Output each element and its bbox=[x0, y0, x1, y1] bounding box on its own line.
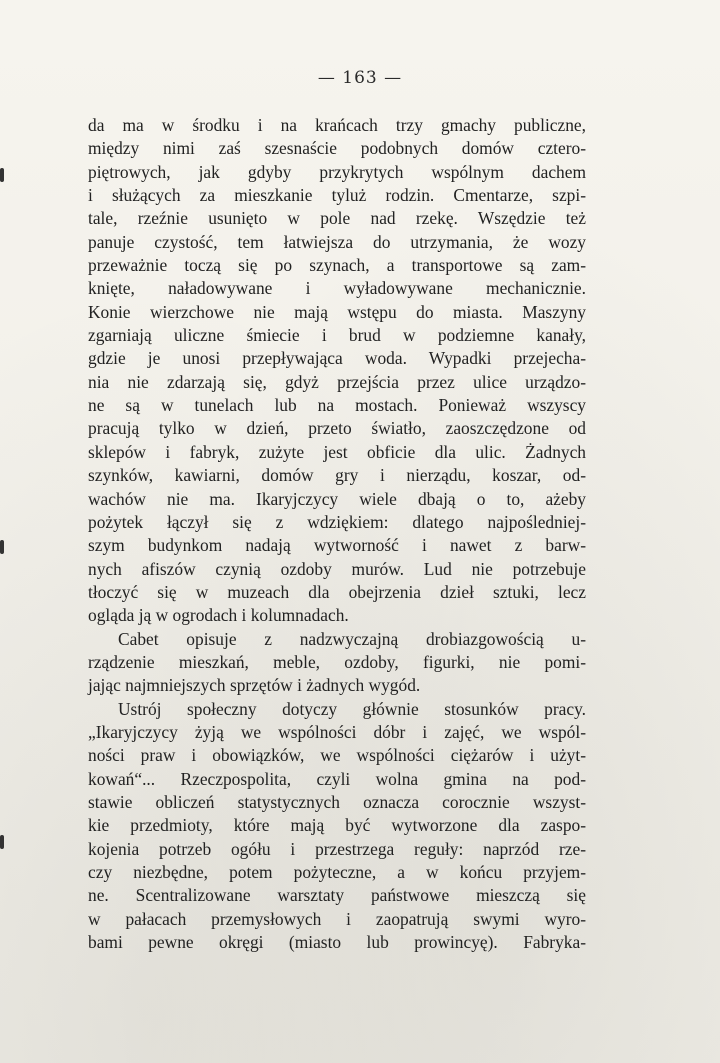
page-number: — 163 — bbox=[317, 68, 403, 88]
text-line: da ma w środku i na krańcach trzy gmachy publiczne, bbox=[88, 115, 586, 135]
text-line: panuje czystość, tem łatwiejsza do utrzymania, że wozy bbox=[88, 231, 586, 252]
margin-binding-mark bbox=[0, 835, 4, 849]
text-line: i służących za mieszkanie tyluż rodzin. Cmentarze, szpi- bbox=[88, 185, 586, 206]
text-line: knięte, naładowywane i wyładowywane mechanicznie. bbox=[88, 278, 586, 299]
text-line: piętrowych, jak gdyby przykrytych wspólnym dachem bbox=[88, 161, 586, 182]
text-line: przeważnie toczą się po szynach, a transportowe są zam- bbox=[88, 255, 586, 276]
margin-binding-mark bbox=[0, 540, 4, 554]
text-line: szym budynkom nadają wytworność i nawet z barw- bbox=[88, 535, 586, 556]
text-line: ne są w tunelach lub na mostach. Ponieważ wszyscy bbox=[88, 395, 586, 416]
text-line: nych afiszów czynią ozdoby murów. Lud nie potrzebuje bbox=[88, 558, 586, 579]
text-line: nia nie zdarzają się, gdyż przejścia przez ulice urządzo- bbox=[88, 371, 586, 392]
text-line: kowań“... Rzeczpospolita, czyli wolna gmina na pod- bbox=[88, 768, 586, 789]
text-line: Konie wierzchowe nie mają wstępu do miasta. Maszyny bbox=[88, 301, 586, 322]
text-line: ne. Scentralizowane warsztaty państwowe mieszczą się bbox=[88, 885, 586, 906]
text-line: ności praw i obowiązków, we wspólności ciężarów i użyt- bbox=[88, 745, 586, 766]
margin-binding-mark bbox=[0, 168, 4, 182]
text-line: tale, rzeźnie usunięto w pole nad rzekę. Wszędzie też bbox=[88, 208, 586, 229]
text-line: w pałacach przemysłowych i zaopatrują swymi wyro- bbox=[88, 908, 586, 929]
text-line: stawie obliczeń statystycznych oznacza corocznie wszyst- bbox=[88, 791, 586, 812]
text-line: kojenia potrzeb ogółu i przestrzega reguły: naprzód rze- bbox=[88, 838, 586, 859]
text-line: jając najmniejszych sprzętów i żadnych wygód. bbox=[88, 675, 421, 696]
text-line: tłoczyć się w muzeach dla obejrzenia dzieł sztuki, lecz bbox=[88, 581, 586, 602]
text-line: między nimi zaś szesnaście podobnych domów cztero- bbox=[88, 138, 586, 159]
text-line: sklepów i fabryk, zużyte jest obficie dla ulic. Żadnych bbox=[88, 441, 586, 462]
text-line: wachów nie ma. Ikaryjczycy wiele dbają o to, ażeby bbox=[88, 488, 586, 509]
text-line: kie przedmioty, które mają być wytworzone dla zaspo- bbox=[88, 815, 586, 836]
text-line: „Ikaryjczycy żyją we wspólności dóbr i zajęć, we wspól- bbox=[88, 721, 586, 742]
text-line: Cabet opisuje z nadzwyczajną drobiazgowością u- bbox=[118, 628, 586, 649]
text-line: rządzenie mieszkań, meble, ozdoby, figurki, nie pomi- bbox=[88, 651, 586, 672]
text-line: szynków, kawiarni, domów gry i nierządu, koszar, od- bbox=[88, 465, 586, 486]
text-line: pracują tylko w dzień, przeto światło, zaoszczędzone od bbox=[88, 418, 586, 439]
text-line: ogląda ją w ogrodach i kolumnadach. bbox=[88, 605, 349, 626]
text-line: bami pewne okręgi (miasto lub prowincyę). Fabryka- bbox=[88, 932, 586, 953]
text-line: Ustrój społeczny dotyczy głównie stosunków pracy. bbox=[118, 698, 586, 719]
text-line: gdzie je unosi przepływająca woda. Wypadki przejecha- bbox=[88, 348, 586, 369]
body-text bbox=[88, 114, 586, 954]
text-line: zgarniają uliczne śmiecie i brud w podziemne kanały, bbox=[88, 325, 586, 346]
text-line: czy niezbędne, potem pożyteczne, a w końcu przyjem- bbox=[88, 862, 586, 882]
text-line: pożytek łączył się z wdziękiem: dlatego najpośledniej- bbox=[88, 511, 586, 532]
